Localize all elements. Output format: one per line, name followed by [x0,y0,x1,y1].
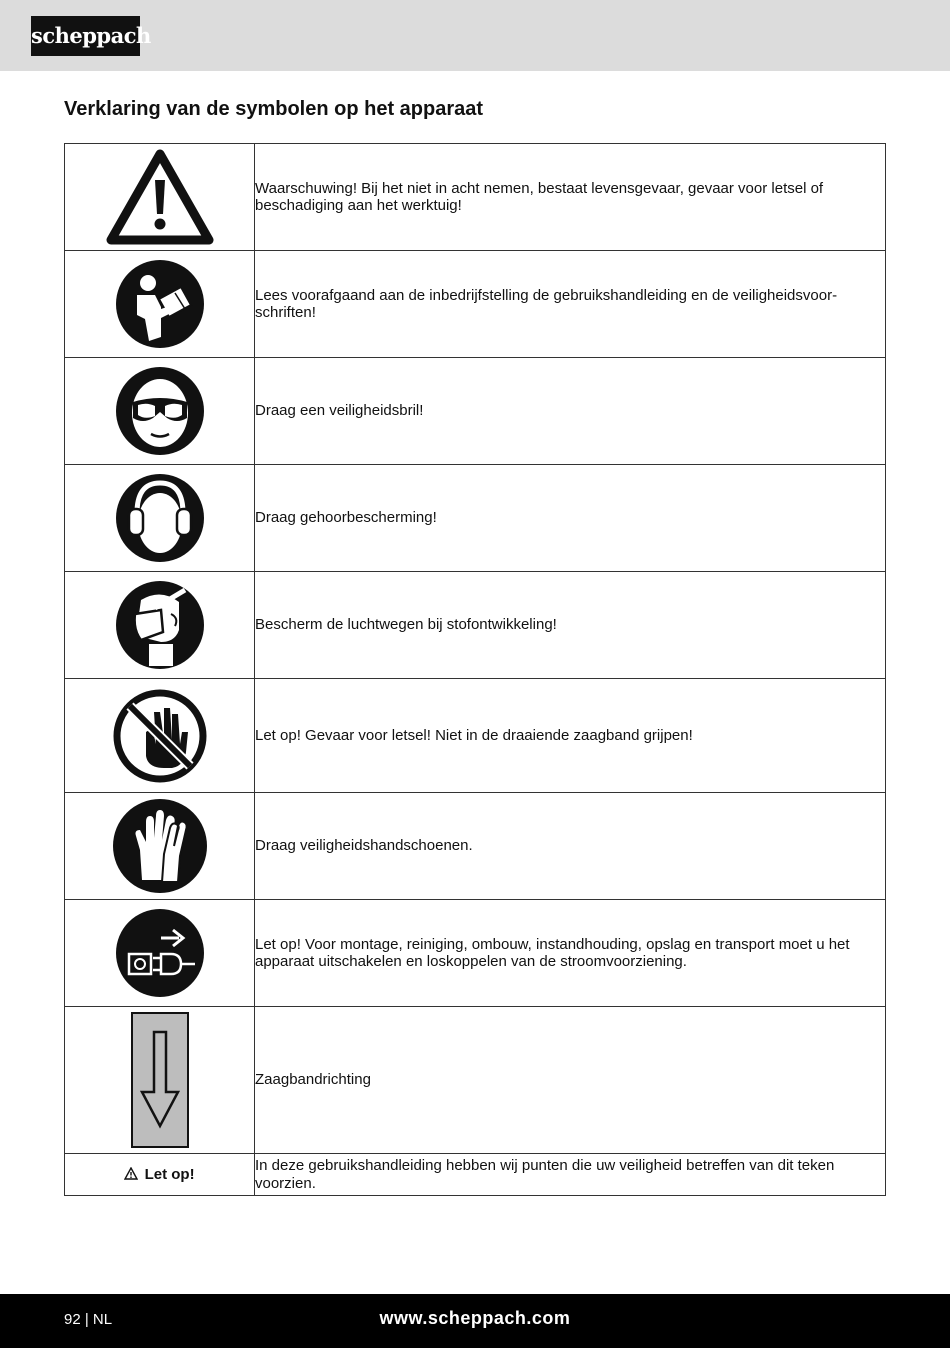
table-row [65,144,886,251]
brand-logo: scheppach [31,16,140,56]
table-row [65,793,886,900]
safety-goggles-icon [115,366,205,456]
table-row [65,572,886,679]
read-manual-icon [115,259,205,349]
safety-gloves-icon [112,798,208,894]
unplug-icon [115,908,205,998]
website-link[interactable]: www.scheppach.com [379,1308,571,1328]
symbol-description: In deze gebruikshandleiding hebben wij punten die uw veiligheid betreffen van dit teken voorzien. [255,1154,886,1196]
symbol-description: Draag gehoorbescherming! [255,465,886,572]
ear-protection-icon [115,473,205,563]
page-number: 92 | NL [64,1311,113,1328]
table-row [65,251,886,358]
table-row [65,1154,886,1196]
symbol-description: Draag veiligheidshandschoenen. [255,793,886,900]
symbol-description: Draag een veiligheidsbril! [255,358,886,465]
caution-label [124,1166,194,1183]
symbol-description: Waarschuwing! Bij het niet in acht nemen, bestaat levensgevaar, gevaar voor letsel of beschadiging aan het werktuig! [255,144,886,251]
table-row [65,1007,886,1154]
table-row [65,679,886,793]
table-row [65,358,886,465]
arrow-down-icon [131,1012,189,1148]
symbol-description: Let op! Voor montage, reiniging, ombouw, instandhouding, opslag en transport moet u het apparaat uitschakelen en loskoppelen van de stroomvoorziening. [255,900,886,1007]
table-row [65,900,886,1007]
page-title: Verklaring van de symbolen op het apparaat [64,98,484,120]
symbol-description: Bescherm de luchtwegen bij stofontwikkeling! [255,572,886,679]
caution-small-icon [124,1167,138,1180]
header-bar [0,0,950,71]
symbol-description: Zaagbandrichting [255,1007,886,1154]
respirator-icon [115,580,205,670]
warning-triangle-icon [105,148,215,246]
symbol-description: Let op! Gevaar voor letsel! Niet in de draaiende zaagband grijpen! [255,679,886,793]
table-row [65,465,886,572]
footer-bar [0,1294,950,1348]
caution-text: Let op! [144,1165,195,1183]
symbols-table [64,143,886,1196]
symbol-description: Lees voorafgaand aan de inbedrijfstelling de gebruikshandleiding en de veiligheidsvoor-schriften! [255,251,886,358]
no-hands-icon [112,688,208,784]
